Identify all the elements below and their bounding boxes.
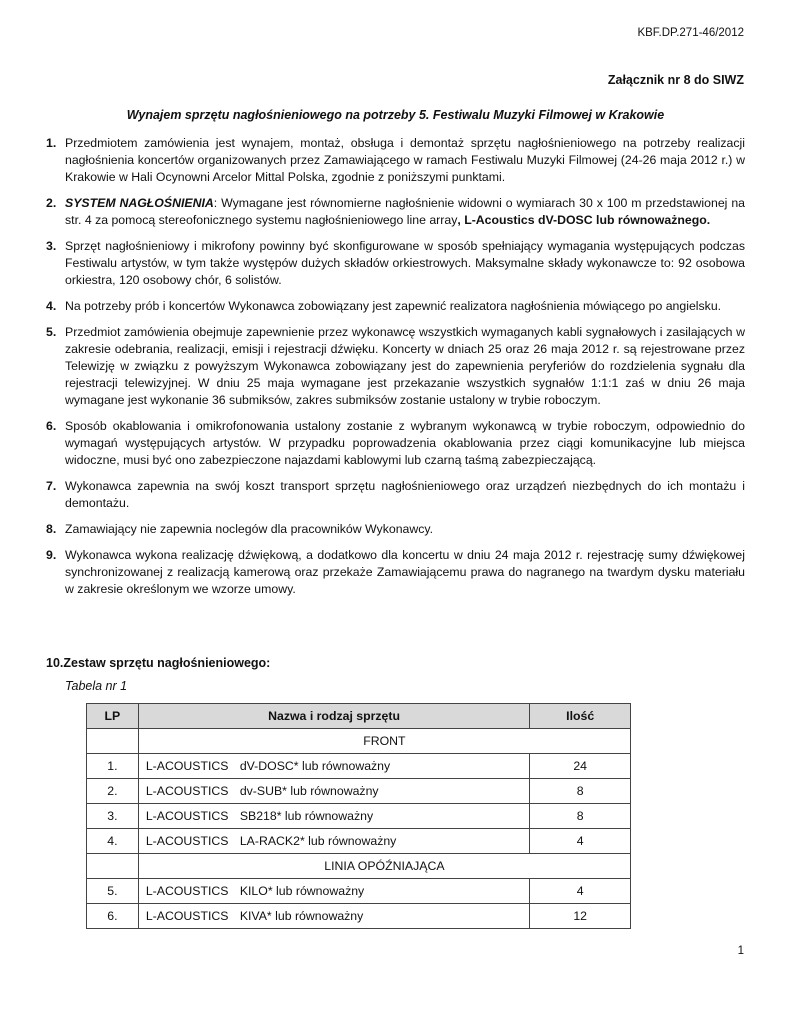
row-model: dv-SUB* lub równoważny <box>239 784 379 798</box>
item-text <box>65 195 745 229</box>
row-qty: 8 <box>530 779 631 804</box>
row-brand: L-ACOUSTICS <box>145 909 229 923</box>
item-number: 5. <box>46 325 57 339</box>
annex-label: Załącznik nr 8 do SIWZ <box>607 73 744 87</box>
row-lp: 5. <box>87 879 139 904</box>
item-number: 2. <box>46 196 57 210</box>
item-text: Przedmiot zamówienia obejmuje zapewnienie przez wykonawcę wszystkich wymaganych kabli sygnałowych i zasilających w zakresie odebrania, realizacji, emisji i rejestracji dźwięku. Koncerty w dniach 25 oraz 26 maja 2012 r. są rejestrowane przez Telewizję w związku z powyższym Wykonawca zobowiązany jest do zapewnienia peryferiów do rozdzielenia sygnału dla rejestracji telewizyjnej. W dniu 25 maja wymagane jest przekazanie wszystkich sygnałów 1:1:1 zaś w dniu 26 maja wymagane jest wykonanie 36 submiksów, zakres submiksów zostanie ustalony w trybie roboczym. <box>65 325 745 407</box>
list-item <box>46 521 745 538</box>
item-text: Na potrzeby prób i koncertów Wykonawca zobowiązany jest zapewnić realizatora nagłośnienia mówiącego po angielsku. <box>65 299 722 313</box>
row-lp: 2. <box>87 779 139 804</box>
row-qty: 8 <box>530 804 631 829</box>
requirements-list <box>46 135 745 607</box>
row-model: SB218* lub równoważny <box>239 809 374 823</box>
item-number: 7. <box>46 479 57 493</box>
row-qty: 4 <box>530 829 631 854</box>
table-header-row <box>87 704 631 729</box>
row-model: dV-DOSC* lub równoważny <box>239 759 391 773</box>
item-text: Wykonawca zapewnia na swój koszt transport sprzętu nagłośnieniowego oraz urządzeń niezbędnych do ich montażu i demontażu. <box>65 479 745 510</box>
row-brand: L-ACOUSTICS <box>145 759 229 773</box>
header-name: Nazwa i rodzaj sprzętu <box>138 704 530 729</box>
item-number: 3. <box>46 239 57 253</box>
row-model: KILO* lub równoważny <box>239 884 365 898</box>
page-number: 1 <box>737 945 744 957</box>
item-number: 9. <box>46 548 57 562</box>
table-row <box>87 829 631 854</box>
list-item <box>46 547 745 598</box>
table-row <box>87 904 631 929</box>
header-qty: Ilość <box>530 704 631 729</box>
row-lp: 6. <box>87 904 139 929</box>
list-item <box>46 195 745 229</box>
table-row <box>87 754 631 779</box>
item-text: Sprzęt nagłośnieniowy i mikrofony powinny być skonfigurowane w sposób spełniający wymagania występujących podczas Festiwalu artystów, w tym także występów dużych składów orkiestrowych. Maksymalne składy wykonawcze to: 92 osobowa orkiestra, 120 osobowy chór, 6 solistów. <box>65 239 745 287</box>
list-item <box>46 324 745 409</box>
row-qty: 24 <box>530 754 631 779</box>
table-row <box>87 804 631 829</box>
section-spacer <box>87 854 139 879</box>
document-title: Wynajem sprzętu nagłośnieniowego na potrzeby 5. Festiwalu Muzyki Filmowej w Krakowie <box>126 108 665 122</box>
row-lp: 3. <box>87 804 139 829</box>
section-heading: 10.Zestaw sprzętu nagłośnieniowego: <box>46 656 271 670</box>
row-qty: 12 <box>530 904 631 929</box>
row-lp: 4. <box>87 829 139 854</box>
row-model: LA-RACK2* lub równoważny <box>239 834 397 848</box>
row-model: KIVA* lub równoważny <box>239 909 364 923</box>
item-text: Zamawiający nie zapewnia noclegów dla pracowników Wykonawcy. <box>65 522 434 536</box>
row-name <box>138 779 530 804</box>
section-spacer <box>87 729 139 754</box>
row-brand: L-ACOUSTICS <box>145 884 229 898</box>
item-number: 4. <box>46 299 57 313</box>
table-row <box>87 879 631 904</box>
row-brand: L-ACOUSTICS <box>145 809 229 823</box>
item-body: : Wymagane jest równomierne nagłośnienie widowni o wymiarach 30 x 100 m przedstawionej na str. 4 za pomocą stereofonicznego systemu nagłośnieniowego line array <box>65 196 745 227</box>
list-item <box>46 135 745 186</box>
list-item <box>46 298 745 315</box>
section-label: FRONT <box>138 729 630 754</box>
section-row-front <box>87 729 631 754</box>
item-tail: , L-Acoustics dV-DOSC lub równoważnego. <box>457 213 711 227</box>
row-brand: L-ACOUSTICS <box>145 834 229 848</box>
list-item <box>46 238 745 289</box>
item-text: Wykonawca wykona realizację dźwiękową, a dodatkowo dla koncertu w dniu 24 maja 2012 r. rejestrację sumy dźwiękowej synchronizowanej z realizacją kamerową oraz przekaże Zamawiającemu prawa do nagranego na twardym dysku materiału w zakresie określonym we wzorze umowy. <box>65 548 745 596</box>
item-text: Przedmiotem zamówienia jest wynajem, montaż, obsługa i demontaż sprzętu nagłośnieniowego na potrzeby realizacji nagłośnienia koncertów organizowanych przez Zamawiającego w ramach Festiwalu Muzyki Filmowej (24-26 maja 2012 r.) w Krakowie w Hali Ocynowni Arcelor Mittal Polska, zgodnie z poniższymi punktami. <box>65 136 745 184</box>
row-name <box>138 879 530 904</box>
row-qty: 4 <box>530 879 631 904</box>
row-name <box>138 804 530 829</box>
section-label: LINIA OPÓŹNIAJĄCA <box>138 854 630 879</box>
list-item <box>46 418 745 469</box>
document-reference: KBF.DP.271-46/2012 <box>637 27 744 39</box>
row-brand: L-ACOUSTICS <box>145 784 229 798</box>
item-text: Sposób okablowania i omikrofonowania ustalony zostanie z wybranym wykonawcą w trybie roboczym, odpowiednio do wymagań występujących artystów. W przypadku poprowadzenia okablowania przez ciągi komunikacyjne lub miejsca widoczne, musi być ono zabezpieczone najazdami kablowymi lub czarną taśmą zabezpieczającą. <box>65 419 745 467</box>
list-item <box>46 478 745 512</box>
section-row-delay-line <box>87 854 631 879</box>
table-row <box>87 779 631 804</box>
item-number: 1. <box>46 136 57 150</box>
item-lead: SYSTEM NAGŁOŚNIENIA <box>65 196 214 210</box>
table-caption: Tabela nr 1 <box>65 679 128 693</box>
row-name <box>138 829 530 854</box>
row-lp: 1. <box>87 754 139 779</box>
row-name <box>138 904 530 929</box>
header-lp: LP <box>87 704 139 729</box>
item-number: 6. <box>46 419 57 433</box>
item-number: 8. <box>46 522 57 536</box>
row-name <box>138 754 530 779</box>
equipment-table <box>86 703 631 929</box>
